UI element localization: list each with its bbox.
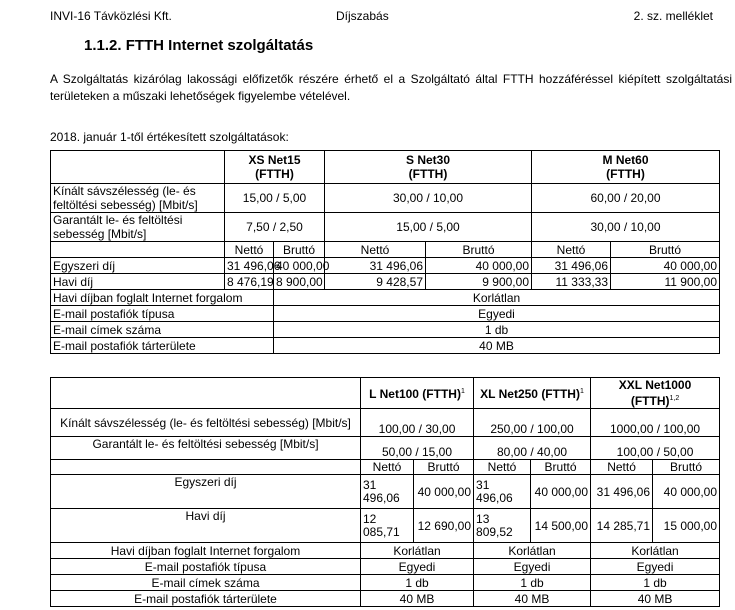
- table-cell: 30,00 / 10,00: [532, 213, 720, 242]
- table-row: [51, 290, 720, 306]
- table-cell: 14 500,00: [531, 509, 591, 543]
- empty-cell: [51, 378, 361, 409]
- table-row: [51, 475, 720, 509]
- gross-header: Bruttó: [414, 460, 474, 475]
- table-cell: Egyedi: [474, 559, 591, 575]
- table-cell: 40 MB: [361, 591, 474, 607]
- gross-header: Bruttó: [611, 242, 720, 258]
- table-cell: 14 285,71: [591, 509, 653, 543]
- row-label: E-mail postafiók típusa: [51, 559, 361, 575]
- table-cell: Egyedi: [591, 559, 720, 575]
- plan-header: [225, 151, 325, 184]
- table-cell: 40 000,00: [414, 475, 474, 509]
- row-label: E-mail postafiók tárterülete: [51, 338, 274, 354]
- plan-header: [591, 378, 720, 409]
- footnote-mark: 1: [579, 388, 584, 395]
- table-cell: 8 476,19: [225, 274, 274, 290]
- table-cell: 11 333,33: [532, 274, 611, 290]
- table-row: [51, 242, 720, 258]
- table-cell: 1 db: [474, 575, 591, 591]
- table-cell: 1 db: [591, 575, 720, 591]
- row-label: E-mail postafiók típusa: [51, 306, 274, 322]
- plan-name: XL Net250 (FTTH): [480, 387, 580, 401]
- table-cell: 11 900,00: [611, 274, 720, 290]
- table-cell: 40 MB: [474, 591, 591, 607]
- table-cell: 100,00 / 50,00: [591, 437, 720, 460]
- plan-name: S Net30: [405, 153, 451, 167]
- plan-name: XS Net15: [248, 153, 301, 167]
- table-cell: 31 496,06: [591, 475, 653, 509]
- net-header: Nettó: [361, 460, 414, 475]
- table-cell: 13 809,52: [474, 509, 531, 543]
- table-cell: 7,50 / 2,50: [225, 213, 325, 242]
- plan-header: [532, 151, 720, 184]
- table-caption: 2018. január 1-től értékesített szolgáltatások:: [50, 130, 289, 144]
- table-cell: 9 428,57: [325, 274, 426, 290]
- table-cell: Korlátlan: [591, 543, 720, 559]
- table-cell: Korlátlan: [274, 290, 720, 306]
- table-cell: 31 496,06: [532, 258, 611, 274]
- table-row: [51, 258, 720, 274]
- gross-header: Bruttó: [426, 242, 532, 258]
- empty-cell: [51, 460, 361, 475]
- plan-sub: (FTTH): [630, 394, 670, 408]
- row-label: Havi díjban foglalt Internet forgalom: [51, 290, 274, 306]
- net-header: Nettó: [325, 242, 426, 258]
- table-cell: 8 900,00: [274, 274, 325, 290]
- row-label: Kínált sávszélesség (le- és feltöltési sebesség) [Mbit/s]: [51, 184, 225, 213]
- table-cell: 31 496,06: [474, 475, 531, 509]
- table-row: [51, 274, 720, 290]
- table-cell: 40 000,00: [611, 258, 720, 274]
- table-cell: Egyedi: [361, 559, 474, 575]
- plan-name: L Net100 (FTTH): [369, 387, 461, 401]
- table-cell: 31 496,06: [225, 258, 274, 274]
- row-label: Havi díj: [51, 274, 225, 290]
- gross-header: Bruttó: [653, 460, 720, 475]
- plan-name: XXL Net1000: [618, 378, 692, 392]
- empty-cell: [51, 242, 225, 258]
- table-cell: 1000,00 / 100,00: [591, 409, 720, 437]
- table-cell: 15 000,00: [653, 509, 720, 543]
- table-cell: 60,00 / 20,00: [532, 184, 720, 213]
- intro-paragraph: A Szolgáltatás kizárólag lakossági előfizetők részére érhető el a Szolgáltató által FTTH hozzáféréssel kiépített szolgáltatási területeken a műszaki lehetőségek figyelembe vételével.: [50, 72, 732, 103]
- net-header: Nettó: [532, 242, 611, 258]
- table-row: [51, 338, 720, 354]
- table-cell: 50,00 / 15,00: [361, 437, 474, 460]
- plan-sub: (FTTH): [255, 167, 294, 181]
- plan-header: [361, 378, 474, 409]
- footnote-mark: 1: [460, 388, 465, 395]
- table-cell: Korlátlan: [474, 543, 591, 559]
- plan-header: [474, 378, 591, 409]
- gross-header: Bruttó: [531, 460, 591, 475]
- table-cell: 40 MB: [274, 338, 720, 354]
- plan-sub: (FTTH): [408, 167, 448, 181]
- table-cell: 40 000,00: [274, 258, 325, 274]
- net-header: Nettó: [225, 242, 274, 258]
- table-row: [51, 151, 720, 184]
- row-label: E-mail címek száma: [51, 322, 274, 338]
- table-row: [51, 184, 720, 213]
- row-label: Egyszeri díj: [51, 475, 361, 509]
- table-cell: 30,00 / 10,00: [325, 184, 532, 213]
- company-name: INVI-16 Távközlési Kft.: [50, 9, 172, 23]
- table-cell: Korlátlan: [361, 543, 474, 559]
- row-label: Garantált le- és feltöltési sebesség [Mbit/s]: [51, 213, 225, 242]
- plan-name: M Net60: [602, 153, 649, 167]
- row-label: Kínált sávszélesség (le- és feltöltési sebesség) [Mbit/s]: [51, 409, 361, 437]
- table-cell: 15,00 / 5,00: [325, 213, 532, 242]
- table-cell: 1 db: [274, 322, 720, 338]
- table-cell: 9 900,00: [426, 274, 532, 290]
- table-cell: 31 496,06: [361, 475, 414, 509]
- table-cell: 12 690,00: [414, 509, 474, 543]
- table-cell: 12 085,71: [361, 509, 414, 543]
- table-row: [51, 322, 720, 338]
- plan-sub: (FTTH): [606, 167, 645, 181]
- table-cell: 15,00 / 5,00: [225, 184, 325, 213]
- net-header: Nettó: [474, 460, 531, 475]
- pricing-table-1: [50, 150, 720, 354]
- row-label: Havi díjban foglalt Internet forgalom: [51, 543, 361, 559]
- row-label: Egyszeri díj: [51, 258, 225, 274]
- table-row: [51, 575, 720, 591]
- table-row: [51, 213, 720, 242]
- table-row: [51, 409, 720, 437]
- table-row: [51, 591, 720, 607]
- row-label: E-mail postafiók tárterülete: [51, 591, 361, 607]
- table-cell: 40 000,00: [653, 475, 720, 509]
- table-row: [51, 378, 720, 409]
- table-row: [51, 460, 720, 475]
- table-cell: 40 000,00: [531, 475, 591, 509]
- document-title: Díjszabás: [336, 9, 389, 23]
- table-cell: 40 MB: [591, 591, 720, 607]
- table-cell: 80,00 / 40,00: [474, 437, 591, 460]
- row-label: E-mail címek száma: [51, 575, 361, 591]
- table-cell: 1 db: [361, 575, 474, 591]
- empty-cell: [51, 151, 225, 184]
- annex-label: 2. sz. melléklet: [633, 9, 713, 23]
- table-cell: Egyedi: [274, 306, 720, 322]
- table-row: [51, 559, 720, 575]
- table-row: [51, 543, 720, 559]
- row-label: Garantált le- és feltöltési sebesség [Mbit/s]: [51, 437, 361, 460]
- table-cell: 250,00 / 100,00: [474, 409, 591, 437]
- table-row: [51, 509, 720, 543]
- table-row: [51, 306, 720, 322]
- table-cell: 100,00 / 30,00: [361, 409, 474, 437]
- plan-header: [325, 151, 532, 184]
- section-title: 1.1.2. FTTH Internet szolgáltatás: [84, 37, 314, 54]
- table-row: [51, 437, 720, 460]
- footnote-mark: 1,2: [669, 395, 680, 402]
- net-header: Nettó: [591, 460, 653, 475]
- pricing-table-2: [50, 377, 720, 607]
- table-cell: 31 496,06: [325, 258, 426, 274]
- gross-header: Bruttó: [274, 242, 325, 258]
- row-label: Havi díj: [51, 509, 361, 543]
- table-cell: 40 000,00: [426, 258, 532, 274]
